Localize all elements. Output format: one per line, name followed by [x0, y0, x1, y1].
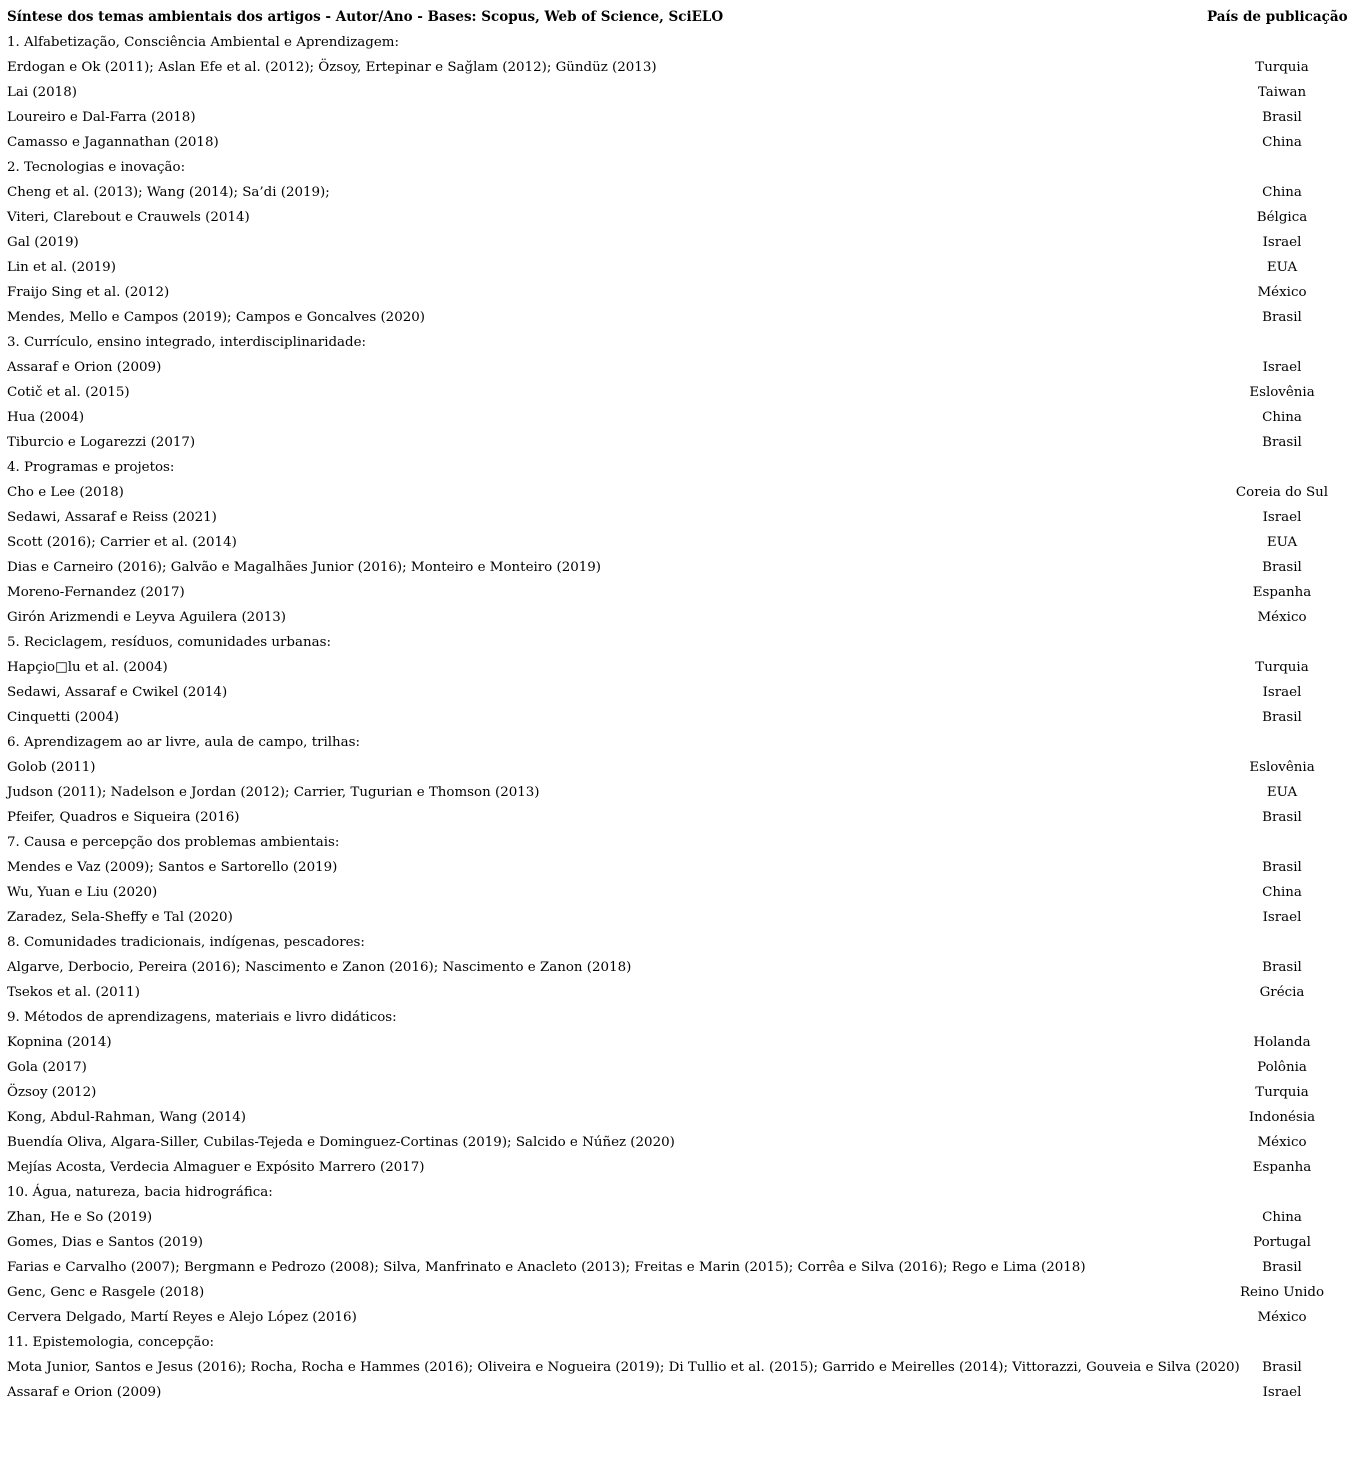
authors-cell: Viteri, Clarebout e Crauwels (2014)	[7, 210, 250, 225]
country-cell: México	[1257, 610, 1307, 625]
country-cell: China	[1262, 885, 1302, 900]
table-row	[7, 80, 1347, 105]
authors-cell: Farias e Carvalho (2007); Bergmann e Pedrozo (2008); Silva, Manfrinato e Anacleto (2013); Freitas e Marin (2015); Corrêa e Silva (2016); Rego e Lima (2018)	[7, 1260, 1086, 1275]
country-cell: Reino Unido	[1239, 1285, 1325, 1300]
country-cell: China	[1262, 185, 1302, 200]
table-row	[7, 905, 1347, 930]
country-cell: Turquia	[1255, 60, 1309, 75]
table-row	[7, 1255, 1347, 1280]
table-row	[7, 355, 1347, 380]
table-row	[7, 305, 1347, 330]
authors-cell: Buendía Oliva, Algara-Siller, Cubilas-Tejeda e Dominguez-Cortinas (2019); Salcido e Núñez (2020)	[7, 1135, 675, 1150]
table-row	[7, 105, 1347, 130]
country-cell: Israel	[1262, 360, 1302, 375]
table-row	[7, 380, 1347, 405]
section-heading-row	[7, 630, 1347, 655]
table-body	[7, 30, 1347, 1405]
authors-cell: Özsoy (2012)	[7, 1085, 97, 1100]
table-row	[7, 280, 1347, 305]
authors-cell: Lai (2018)	[7, 85, 77, 100]
authors-cell: Hua (2004)	[7, 410, 85, 425]
section-title: 7. Causa e percepção dos problemas ambientais:	[7, 835, 340, 850]
table-row	[7, 205, 1347, 230]
country-cell: Brasil	[1262, 435, 1302, 450]
country-cell: Portugal	[1253, 1235, 1311, 1250]
authors-cell: Gomes, Dias e Santos (2019)	[7, 1235, 203, 1250]
country-cell: Grécia	[1259, 985, 1305, 1000]
authors-cell: Golob (2011)	[7, 760, 96, 775]
authors-cell: Girón Arizmendi e Leyva Aguilera (2013)	[7, 610, 286, 625]
table-row	[7, 1105, 1347, 1130]
table-header-row	[7, 5, 1347, 30]
country-cell	[1207, 1180, 1347, 1205]
country-cell: Brasil	[1262, 710, 1302, 725]
country-cell	[1207, 730, 1347, 755]
authors-cell: Pfeifer, Quadros e Siqueira (2016)	[7, 810, 240, 825]
table-row	[7, 405, 1347, 430]
authors-cell: Gal (2019)	[7, 235, 79, 250]
authors-cell: Mendes e Vaz (2009); Santos e Sartorello (2019)	[7, 860, 338, 875]
section-title: 9. Métodos de aprendizagens, materiais e livro didáticos:	[7, 1010, 397, 1025]
section-heading-row	[7, 1180, 1347, 1205]
country-cell: China	[1262, 1210, 1302, 1225]
authors-cell: Cheng et al. (2013); Wang (2014); Sa’di (2019);	[7, 185, 330, 200]
authors-cell: Sedawi, Assaraf e Cwikel (2014)	[7, 685, 228, 700]
authors-cell: Cervera Delgado, Martí Reyes e Alejo López (2016)	[7, 1310, 357, 1325]
section-heading-row	[7, 1005, 1347, 1030]
country-cell: Israel	[1262, 235, 1302, 250]
country-cell: Brasil	[1262, 860, 1302, 875]
authors-cell: Assaraf e Orion (2009)	[7, 360, 162, 375]
authors-cell: Assaraf e Orion (2009)	[7, 1385, 162, 1400]
country-cell: Turquia	[1255, 1085, 1309, 1100]
section-title: 11. Epistemologia, concepção:	[7, 1335, 215, 1350]
table-row	[7, 955, 1347, 980]
country-cell: EUA	[1266, 535, 1298, 550]
table-row	[7, 655, 1347, 680]
country-cell: Israel	[1262, 510, 1302, 525]
country-cell	[1207, 1330, 1347, 1355]
country-cell: México	[1257, 1135, 1307, 1150]
country-cell: Israel	[1262, 910, 1302, 925]
column-header-country: País de publicação	[1207, 9, 1348, 25]
table-row	[7, 55, 1347, 80]
section-heading-row	[7, 930, 1347, 955]
table-row	[7, 480, 1347, 505]
table-row	[7, 805, 1347, 830]
table-row	[7, 505, 1347, 530]
country-cell: Turquia	[1255, 660, 1309, 675]
country-cell: Taiwan	[1257, 85, 1307, 100]
table-row	[7, 1030, 1347, 1055]
country-cell	[1207, 330, 1347, 355]
country-cell: Polônia	[1257, 1060, 1307, 1075]
authors-cell: Kopnina (2014)	[7, 1035, 112, 1050]
authors-cell: Mejías Acosta, Verdecia Almaguer e Expósito Marrero (2017)	[7, 1160, 425, 1175]
section-heading-row	[7, 155, 1347, 180]
table-row	[7, 755, 1347, 780]
document-page	[7, 5, 1347, 1405]
country-cell: Espanha	[1252, 1160, 1312, 1175]
authors-cell: Fraijo Sing et al. (2012)	[7, 285, 170, 300]
table-row	[7, 1380, 1347, 1405]
section-title: 1. Alfabetização, Consciência Ambiental e Aprendizagem:	[7, 35, 399, 50]
country-cell: Brasil	[1262, 810, 1302, 825]
table-row	[7, 130, 1347, 155]
authors-cell: Erdogan e Ok (2011); Aslan Efe et al. (2012); Özsoy, Ertepinar e Sağlam (2012); Gündüz (2013)	[7, 60, 657, 75]
section-heading-row	[7, 1330, 1347, 1355]
table-row	[7, 980, 1347, 1005]
country-cell: Holanda	[1253, 1035, 1311, 1050]
table-row	[7, 780, 1347, 805]
authors-cell: Judson (2011); Nadelson e Jordan (2012); Carrier, Tugurian e Thomson (2013)	[7, 785, 540, 800]
table-row	[7, 555, 1347, 580]
themes-table	[7, 5, 1347, 1405]
country-cell: Brasil	[1262, 110, 1302, 125]
authors-cell: Cho e Lee (2018)	[7, 485, 124, 500]
country-cell: Brasil	[1262, 960, 1302, 975]
country-cell: Brasil	[1262, 1360, 1302, 1375]
table-row	[7, 1080, 1347, 1105]
table-row	[7, 855, 1347, 880]
authors-cell: Scott (2016); Carrier et al. (2014)	[7, 535, 237, 550]
country-cell: China	[1262, 410, 1302, 425]
country-cell	[1207, 630, 1347, 655]
table-row	[7, 580, 1347, 605]
section-title: 4. Programas e projetos:	[7, 460, 175, 475]
authors-cell: Sedawi, Assaraf e Reiss (2021)	[7, 510, 217, 525]
column-header-themes: Síntese dos temas ambientais dos artigos - Autor/Ano - Bases: Scopus, Web of Science, SciELO	[7, 9, 724, 25]
authors-cell: Zhan, He e So (2019)	[7, 1210, 153, 1225]
country-cell	[1207, 455, 1347, 480]
section-heading-row	[7, 330, 1347, 355]
country-cell: México	[1257, 285, 1307, 300]
section-title: 5. Reciclagem, resíduos, comunidades urbanas:	[7, 635, 331, 650]
table-row	[7, 1355, 1347, 1380]
table-row	[7, 1155, 1347, 1180]
country-cell: Israel	[1262, 1385, 1302, 1400]
authors-cell: Mota Junior, Santos e Jesus (2016); Rocha, Rocha e Hammes (2016); Oliveira e Nogueira (2019); Di Tullio et al. (2015); Garrido e Meirelles (2014); Vittorazzi, Gouveia e Silva (2020)	[7, 1360, 1240, 1375]
table-row	[7, 680, 1347, 705]
country-cell	[1207, 30, 1347, 55]
country-cell: Coreia do Sul	[1235, 485, 1329, 500]
country-cell: Indonésia	[1248, 1110, 1316, 1125]
country-cell: México	[1257, 1310, 1307, 1325]
country-cell: Espanha	[1252, 585, 1312, 600]
table-row	[7, 230, 1347, 255]
authors-cell: Zaradez, Sela-Sheffy e Tal (2020)	[7, 910, 233, 925]
country-cell: Brasil	[1262, 310, 1302, 325]
authors-cell: Wu, Yuan e Liu (2020)	[7, 885, 158, 900]
authors-cell: Moreno-Fernandez (2017)	[7, 585, 185, 600]
country-cell: EUA	[1266, 785, 1298, 800]
authors-cell: Camasso e Jagannathan (2018)	[7, 135, 219, 150]
table-row	[7, 1280, 1347, 1305]
section-title: 6. Aprendizagem ao ar livre, aula de campo, trilhas:	[7, 735, 361, 750]
section-heading-row	[7, 455, 1347, 480]
authors-cell: Mendes, Mello e Campos (2019); Campos e Goncalves (2020)	[7, 310, 425, 325]
country-cell: Brasil	[1262, 560, 1302, 575]
section-heading-row	[7, 730, 1347, 755]
country-cell	[1207, 830, 1347, 855]
table-row	[7, 180, 1347, 205]
table-row	[7, 1305, 1347, 1330]
authors-cell: Dias e Carneiro (2016); Galvão e Magalhães Junior (2016); Monteiro e Monteiro (2019)	[7, 560, 602, 575]
authors-cell: Gola (2017)	[7, 1060, 87, 1075]
country-cell	[1207, 1005, 1347, 1030]
table-row	[7, 705, 1347, 730]
section-title: 2. Tecnologias e inovação:	[7, 160, 186, 175]
section-title: 8. Comunidades tradicionais, indígenas, pescadores:	[7, 935, 365, 950]
country-cell: Israel	[1262, 685, 1302, 700]
table-row	[7, 880, 1347, 905]
table-row	[7, 255, 1347, 280]
authors-cell: Loureiro e Dal-Farra (2018)	[7, 110, 196, 125]
country-cell: Brasil	[1262, 1260, 1302, 1275]
country-cell: China	[1262, 135, 1302, 150]
section-title: 3. Currículo, ensino integrado, interdisciplinaridade:	[7, 335, 367, 350]
country-cell	[1207, 930, 1347, 955]
authors-cell: Lin et al. (2019)	[7, 260, 116, 275]
authors-cell: Tsekos et al. (2011)	[7, 985, 140, 1000]
country-cell: Eslovênia	[1249, 760, 1315, 775]
country-cell: Eslovênia	[1249, 385, 1315, 400]
table-row	[7, 605, 1347, 630]
table-row	[7, 1205, 1347, 1230]
authors-cell: Cotič et al. (2015)	[7, 385, 130, 400]
section-title: 10. Água, natureza, bacia hidrográfica:	[7, 1185, 273, 1200]
country-cell: Bélgica	[1256, 210, 1308, 225]
table-row	[7, 1230, 1347, 1255]
country-cell	[1207, 155, 1347, 180]
authors-cell: Cinquetti (2004)	[7, 710, 120, 725]
authors-cell: Hapçio□lu et al. (2004)	[7, 660, 168, 675]
section-heading-row	[7, 830, 1347, 855]
authors-cell: Tiburcio e Logarezzi (2017)	[7, 435, 196, 450]
table-row	[7, 1130, 1347, 1155]
table-row	[7, 430, 1347, 455]
table-row	[7, 1055, 1347, 1080]
authors-cell: Kong, Abdul-Rahman, Wang (2014)	[7, 1110, 247, 1125]
table-row	[7, 530, 1347, 555]
country-cell: EUA	[1266, 260, 1298, 275]
authors-cell: Genc, Genc e Rasgele (2018)	[7, 1285, 205, 1300]
authors-cell: Algarve, Derbocio, Pereira (2016); Nascimento e Zanon (2016); Nascimento e Zanon (2018)	[7, 960, 632, 975]
section-heading-row	[7, 30, 1347, 55]
